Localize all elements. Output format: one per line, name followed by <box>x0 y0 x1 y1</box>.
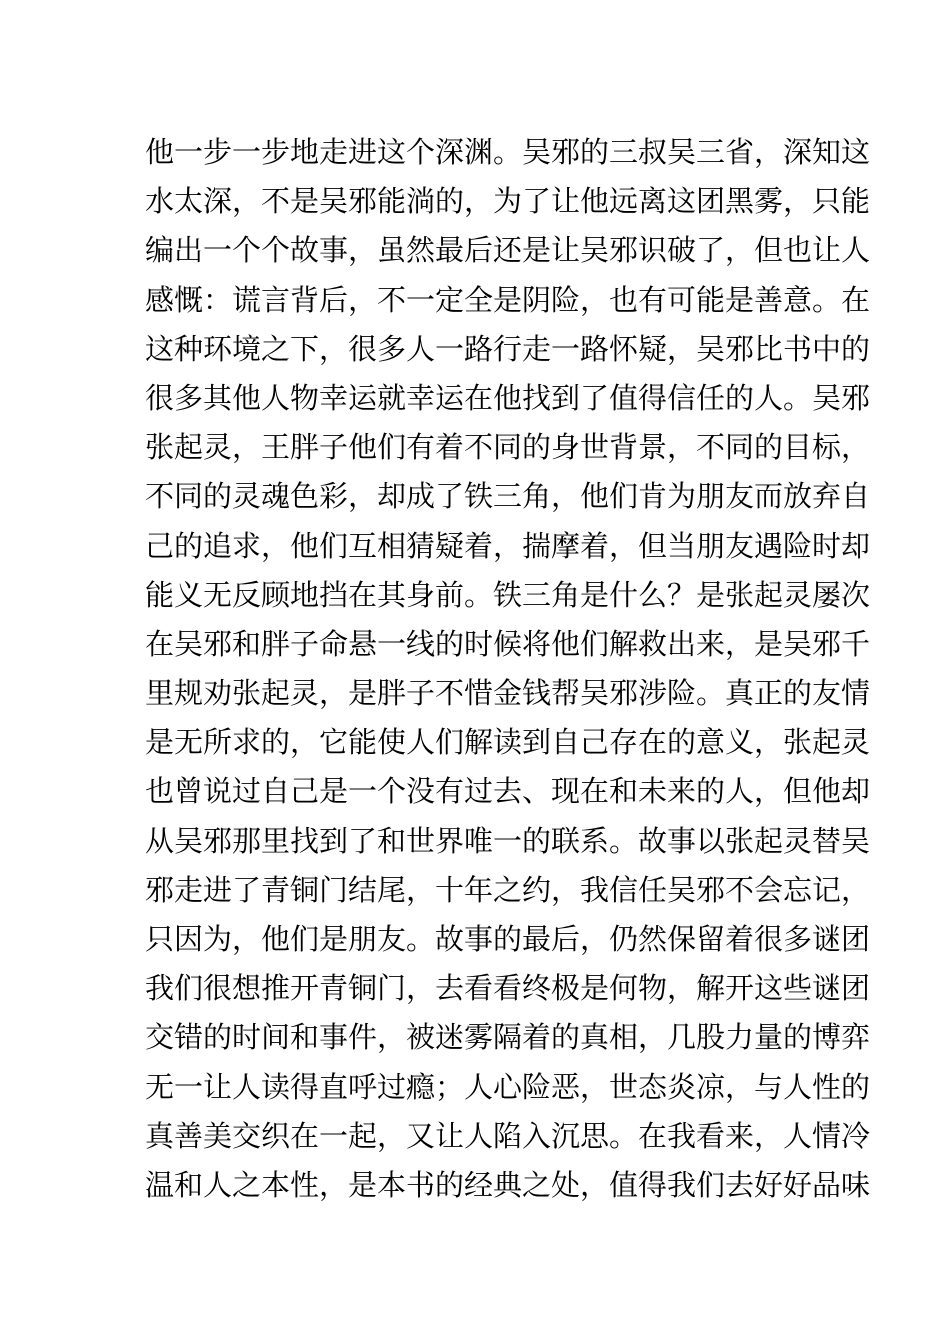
text-line: 他一步一步地走进这个深渊。吴邪的三叔吴三省，深知这 <box>145 135 871 169</box>
body-paragraph <box>145 128 871 1210</box>
text-line: 里规劝张起灵，是胖子不惜金钱帮吴邪涉险。真正的友情 <box>145 676 871 711</box>
text-line: 无一让人读得直呼过瘾；人心险恶，世态炎凉，与人性的 <box>145 1069 871 1104</box>
text-line: 温和人之本性，是本书的经典之处，值得我们去好好品味 <box>145 1167 871 1202</box>
text-line: 是无所求的，它能使人们解读到自己存在的意义，张起灵 <box>145 725 871 760</box>
text-line: 交错的时间和事件，被迷雾隔着的真相，几股力量的博弈 <box>145 1020 871 1055</box>
text-line: 不同的灵魂色彩，却成了铁三角，他们肯为朋友而放弃自 <box>145 479 871 514</box>
text-line: 水太深，不是吴邪能淌的，为了让他远离这团黑雾，只能 <box>145 184 871 219</box>
text-line: 很多其他人物幸运就幸运在他找到了值得信任的人。吴邪 <box>145 380 871 415</box>
text-line: 也曾说过自己是一个没有过去、现在和未来的人，但他却 <box>145 774 871 809</box>
text-line: 这种环境之下，很多人一路行走一路怀疑，吴邪比书中的 <box>145 331 871 366</box>
text-line: 邪走进了青铜门结尾，十年之约，我信任吴邪不会忘记， <box>145 872 871 907</box>
text-line: 我们很想推开青铜门，去看看终极是何物，解开这些谜团 <box>145 971 871 1006</box>
text-line: 能义无反顾地挡在其身前。铁三角是什么？是张起灵屡次 <box>145 577 871 612</box>
text-line: 张起灵，王胖子他们有着不同的身世背景，不同的目标， <box>145 430 871 465</box>
text-line: 真善美交织在一起，又让人陷入沉思。在我看来，人情冷 <box>145 1118 871 1153</box>
text-line: 感慨：谎言背后，不一定全是阴险，也有可能是善意。在 <box>145 282 871 317</box>
text-line: 己的追求，他们互相猜疑着，揣摩着，但当朋友遇险时却 <box>145 528 871 563</box>
text-line: 编出一个个故事，虽然最后还是让吴邪识破了，但也让人 <box>145 233 871 268</box>
text-line: 在吴邪和胖子命悬一线的时候将他们解救出来，是吴邪千 <box>145 626 871 661</box>
text-line: 只因为，他们是朋友。故事的最后，仍然保留着很多谜团 <box>145 922 871 956</box>
text-line: 从吴邪那里找到了和世界唯一的联系。故事以张起灵替吴 <box>145 823 871 858</box>
